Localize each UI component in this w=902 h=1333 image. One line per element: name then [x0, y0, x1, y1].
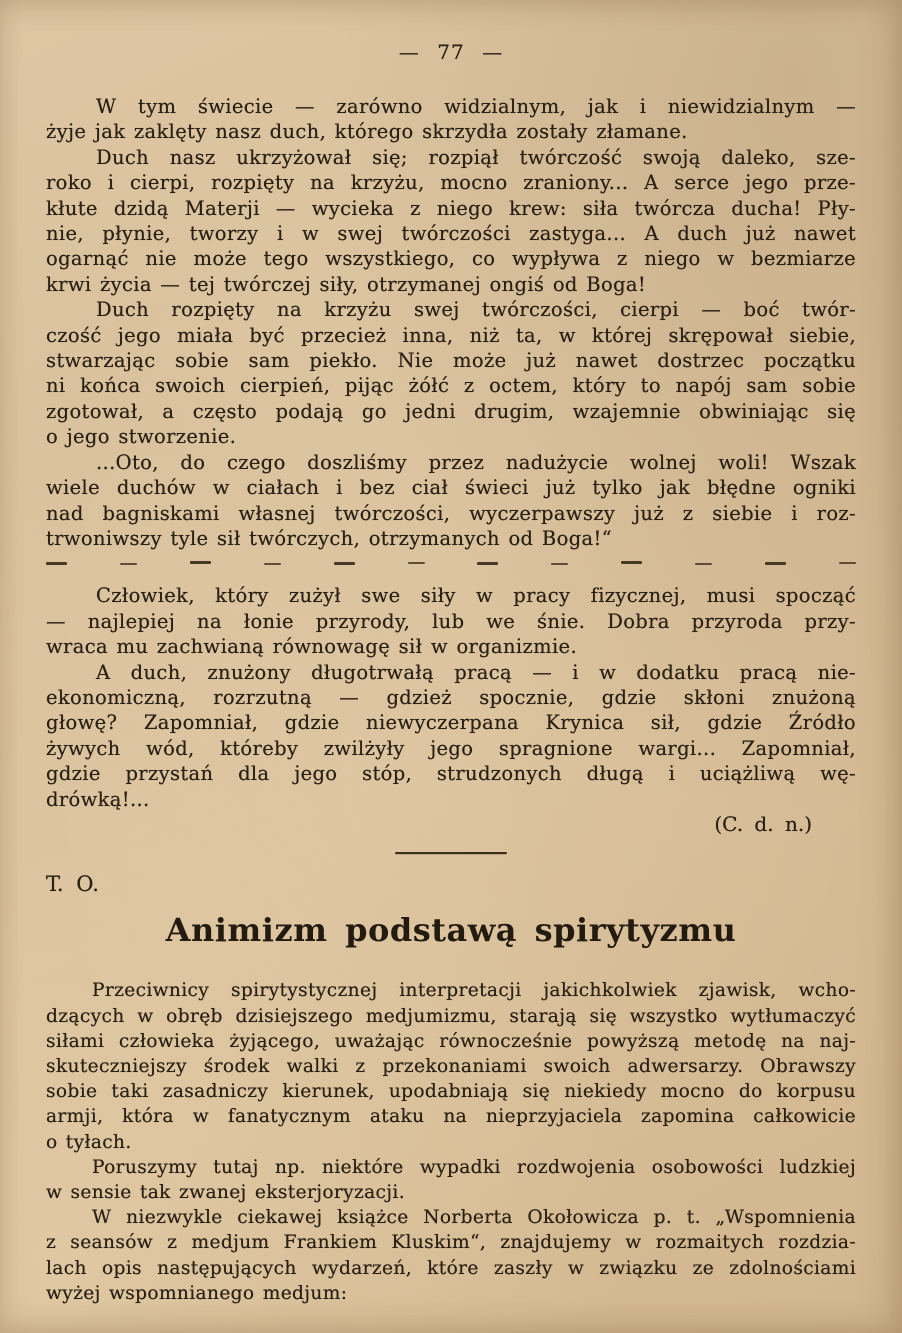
excerpt-part1	[46, 94, 856, 551]
text-line: A duch, znużony długotrwałą pracą — i w dodatku pracą nie-	[96, 660, 856, 684]
text-line: Człowiek, który zużył swe siły w pracy fizycznej, musi spocząć	[96, 584, 856, 608]
author-initials: T. O.	[46, 872, 99, 897]
separator-dash	[621, 561, 642, 564]
text-line: drówką!...	[46, 787, 150, 811]
text-line: krwi życia — tej twórczej siły, otrzymanej ongiś od Boga!	[46, 272, 647, 296]
page-content	[46, 94, 856, 1306]
text-line: Duch rozpięty na krzyżu swej twórczości, cierpi — boć twór-	[96, 298, 856, 322]
text-line: ogarnąć nie może tego wszystkiego, co wypływa z niego w bezmiarze	[46, 247, 856, 271]
continuation-note: (C. d. n.)	[714, 811, 812, 836]
separator-dash	[190, 561, 211, 564]
text-line: ni końca swoich cierpień, pijąc żółć z octem, który to napój sam sobie	[46, 374, 856, 398]
separator-dash	[839, 562, 856, 564]
text-line: trwoniwszy tyle sił twórczych, otrzymanych od Boga!“	[46, 526, 613, 550]
text-line: dzących w obręb dzisiejszego medjumizmu, starają się wszystko wytłumaczyć	[46, 1005, 856, 1027]
text-line: z seansów z medjum Frankiem Kluskim“, znajdujemy w rozmaitych rozdzia-	[46, 1232, 856, 1254]
text-line: wraca mu zachwianą równowagę sił w organizmie.	[46, 635, 577, 659]
text-line: kłute dzidą Materji — wycieka z niego krew: siła twórcza ducha! Pły-	[46, 196, 856, 220]
text-line: nad bagniskami własnej twórczości, wyczerpawszy już z siebie i roz-	[46, 501, 856, 525]
text-line: wyżej wspomnianego medjum:	[46, 1282, 348, 1304]
text-line: w sensie tak zwanej eksterjoryzacji.	[46, 1182, 405, 1203]
text-line: gdzie przystań dla jego stóp, strudzonych długą i uciążliwą wę-	[46, 762, 856, 786]
article-body	[46, 978, 856, 1306]
page-number: — 77 —	[398, 40, 504, 64]
text-line: sobie taki zasadniczy kierunek, upodabniają się niekiedy mocno do korpusu	[46, 1081, 856, 1103]
text-line: lach opis następujących wydarzeń, które zaszły w związku ze zdolnościami	[46, 1257, 856, 1279]
text-line: o tyłach.	[46, 1131, 132, 1153]
text-line: siłami człowieka żyjącego, uważając równocześnie powyższą metodę na naj-	[46, 1030, 856, 1052]
text-line: stwarzając sobie sam piekło. Nie może już nawet dostrzec początku	[46, 349, 856, 373]
separator-dash	[334, 562, 355, 565]
separator-dash	[408, 562, 425, 564]
text-line: głowę? Zapomniał, gdzie niewyczerpana Krynica sił, gdzie Źródło	[46, 711, 856, 735]
text-line: armji, która w fanatycznym ataku na nieprzyjaciela zapomina całkowicie	[46, 1106, 856, 1128]
text-line: Przeciwnicy spirytystycznej interpretacji jakichkolwiek zjawisk, wcho-	[92, 980, 856, 1002]
end-of-excerpt-rule	[395, 852, 507, 854]
separator-dash	[695, 563, 712, 565]
separator-dash	[120, 563, 137, 565]
text-line: o jego stworzenie.	[46, 425, 237, 449]
dashed-section-separator	[46, 562, 856, 565]
separator-dash	[477, 562, 498, 565]
excerpt-part2	[46, 583, 856, 812]
text-line: czość jego miała być przecież inna, niż ta, w której skrępował siebie,	[46, 323, 856, 347]
text-line: — najlepiej na łonie przyrody, lub we śnie. Dobra przyroda przy-	[46, 609, 856, 633]
text-line: W niezwykle ciekawej książce Norberta Okołowicza p. t. „Wspomnienia	[92, 1207, 856, 1229]
text-line: żywych wód, któreby zwilżyły jego spragnione wargi... Zapomniał,	[46, 736, 856, 760]
separator-dash	[46, 562, 67, 565]
text-line: zgotował, a często podają go jedni drugim, wzajemnie obwiniając się	[46, 399, 856, 423]
text-line: Duch nasz ukrzyżował się; rozpiął twórczość swoją daleko, sze-	[96, 145, 856, 169]
text-line: W tym świecie — zarówno widzialnym, jak i niewidzialnym —	[96, 95, 856, 118]
text-line: Poruszymy tutaj np. niektóre wypadki rozdwojenia osobowości ludzkiej	[92, 1156, 856, 1178]
text-line: skuteczniejszy środek walki z przekonaniami swoich adwersarzy. Obrawszy	[46, 1055, 856, 1077]
article-title: Animizm podstawą spirytyzmu	[165, 911, 737, 950]
separator-dash	[765, 562, 786, 565]
text-line: ekonomiczną, rozrzutną — gdzież spocznie, gdzie skłoni znużoną	[46, 685, 856, 709]
text-line: żyje jak zaklęty nasz duch, którego skrzydła zostały złamane.	[46, 120, 688, 144]
text-line: roko i cierpi, rozpięty na krzyżu, mocno zraniony... A serce jego prze-	[46, 171, 856, 195]
text-line: nie, płynie, tworzy i w swej twórczości zastyga... A duch już nawet	[46, 222, 856, 246]
text-line: ...Oto, do czego doszliśmy przez nadużycie wolnej woli! Wszak	[96, 450, 856, 474]
separator-dash	[264, 563, 281, 565]
separator-dash	[551, 563, 568, 565]
text-line: wiele duchów w ciałach i bez ciał świeci już tylko jak błędne ogniki	[46, 476, 856, 500]
